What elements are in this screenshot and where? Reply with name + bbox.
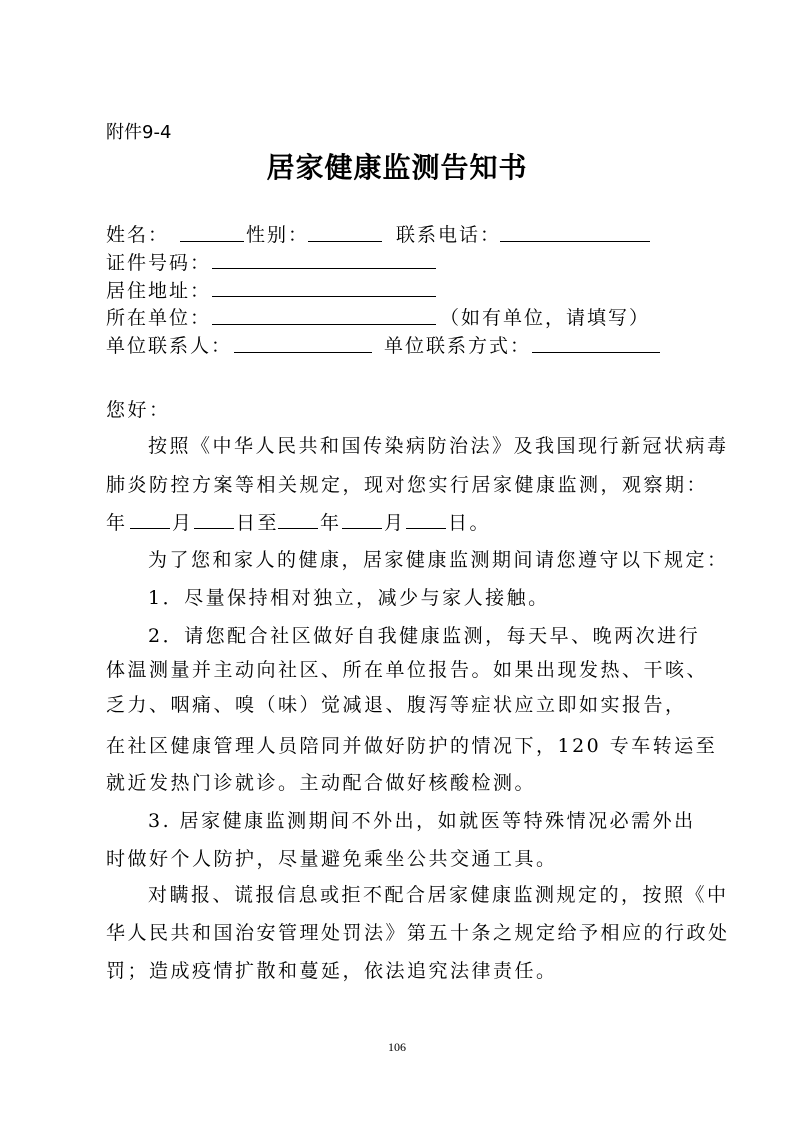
employer-note: （如有单位，请填写） (440, 307, 651, 329)
document-title: 居家健康监测告知书 (266, 151, 528, 184)
month-start-label: 月 (172, 512, 194, 534)
employer-blank (212, 324, 436, 325)
paragraph-3-line-1: 对瞒报、谎报信息或拒不配合居家健康监测规定的，按照《中 (148, 884, 729, 906)
rule-2-line-2: 体温测量并主动向社区、所在单位报告。如果出现发热、干咳、 (106, 659, 709, 681)
attachment-label: 附件9-4 (106, 122, 172, 143)
day-end-label: 日。 (448, 512, 492, 534)
page-number: 106 (388, 1040, 406, 1054)
month-end-label: 月 (384, 512, 406, 534)
rule-3-line-2: 时做好个人防护，尽量避免乘坐公共交通工具。 (106, 848, 558, 870)
day-end-blank (406, 528, 446, 529)
year-start-blank (130, 528, 170, 529)
rule-1: 1．尽量保持相对独立，减少与家人接触。 (148, 587, 550, 609)
contact-method-label: 单位联系方式： (384, 335, 532, 357)
id-number-blank (212, 268, 436, 269)
paragraph-3-line-2: 华人民共和国治安管理处罚法》第五十条之规定给予相应的行政处 (106, 922, 730, 944)
address-blank (212, 296, 436, 297)
id-number-label: 证件号码： (106, 252, 212, 274)
contact-person-blank (234, 352, 372, 353)
contact-method-blank (532, 352, 660, 353)
contact-person-label: 单位联系人： (106, 335, 233, 357)
employer-label: 所在单位： (106, 307, 212, 329)
address-label: 居住地址： (106, 280, 212, 302)
paragraph-1-line-2: 肺炎防控方案等相关规定，现对您实行居家健康监测，观察期： (106, 474, 709, 496)
year-end-blank (278, 528, 318, 529)
month-end-blank (342, 528, 382, 529)
gender-label: 性别： (246, 224, 310, 246)
year-end-label: 年 (320, 512, 342, 534)
paragraph-3-line-3: 罚；造成疫情扩散和蔓延，依法追究法律责任。 (106, 960, 558, 982)
name-label: 姓名： (106, 224, 170, 246)
rule-3-line-1: 3. 居家健康监测期间不外出，如就医等特殊情况必需外出 (148, 810, 696, 832)
day-start-label: 日至 (236, 512, 280, 534)
rule-2-line-1: 2．请您配合社区做好自我健康监测，每天早、晚两次进行 (148, 625, 701, 647)
paragraph-2: 为了您和家人的健康，居家健康监测期间请您遵守以下规定： (148, 549, 729, 571)
paragraph-1-line-1: 按照《中华人民共和国传染病防治法》及我国现行新冠状病毒 (148, 435, 729, 457)
year-start-label: 年 (106, 512, 128, 534)
name-blank (180, 241, 244, 242)
gender-blank (308, 241, 382, 242)
rule-2-line-3: 乏力、咽痛、嗅（味）觉减退、腹泻等症状应立即如实报告， (106, 694, 687, 716)
phone-blank (500, 241, 650, 242)
month-start-blank (194, 528, 234, 529)
greeting: 您好： (106, 399, 171, 421)
rule-2-line-5: 就近发热门诊就诊。主动配合做好核酸检测。 (106, 772, 537, 794)
phone-label: 联系电话： (396, 224, 502, 246)
rule-2-line-4: 在社区健康管理人员陪同并做好防护的情况下，120 专车转运至 (106, 735, 718, 757)
